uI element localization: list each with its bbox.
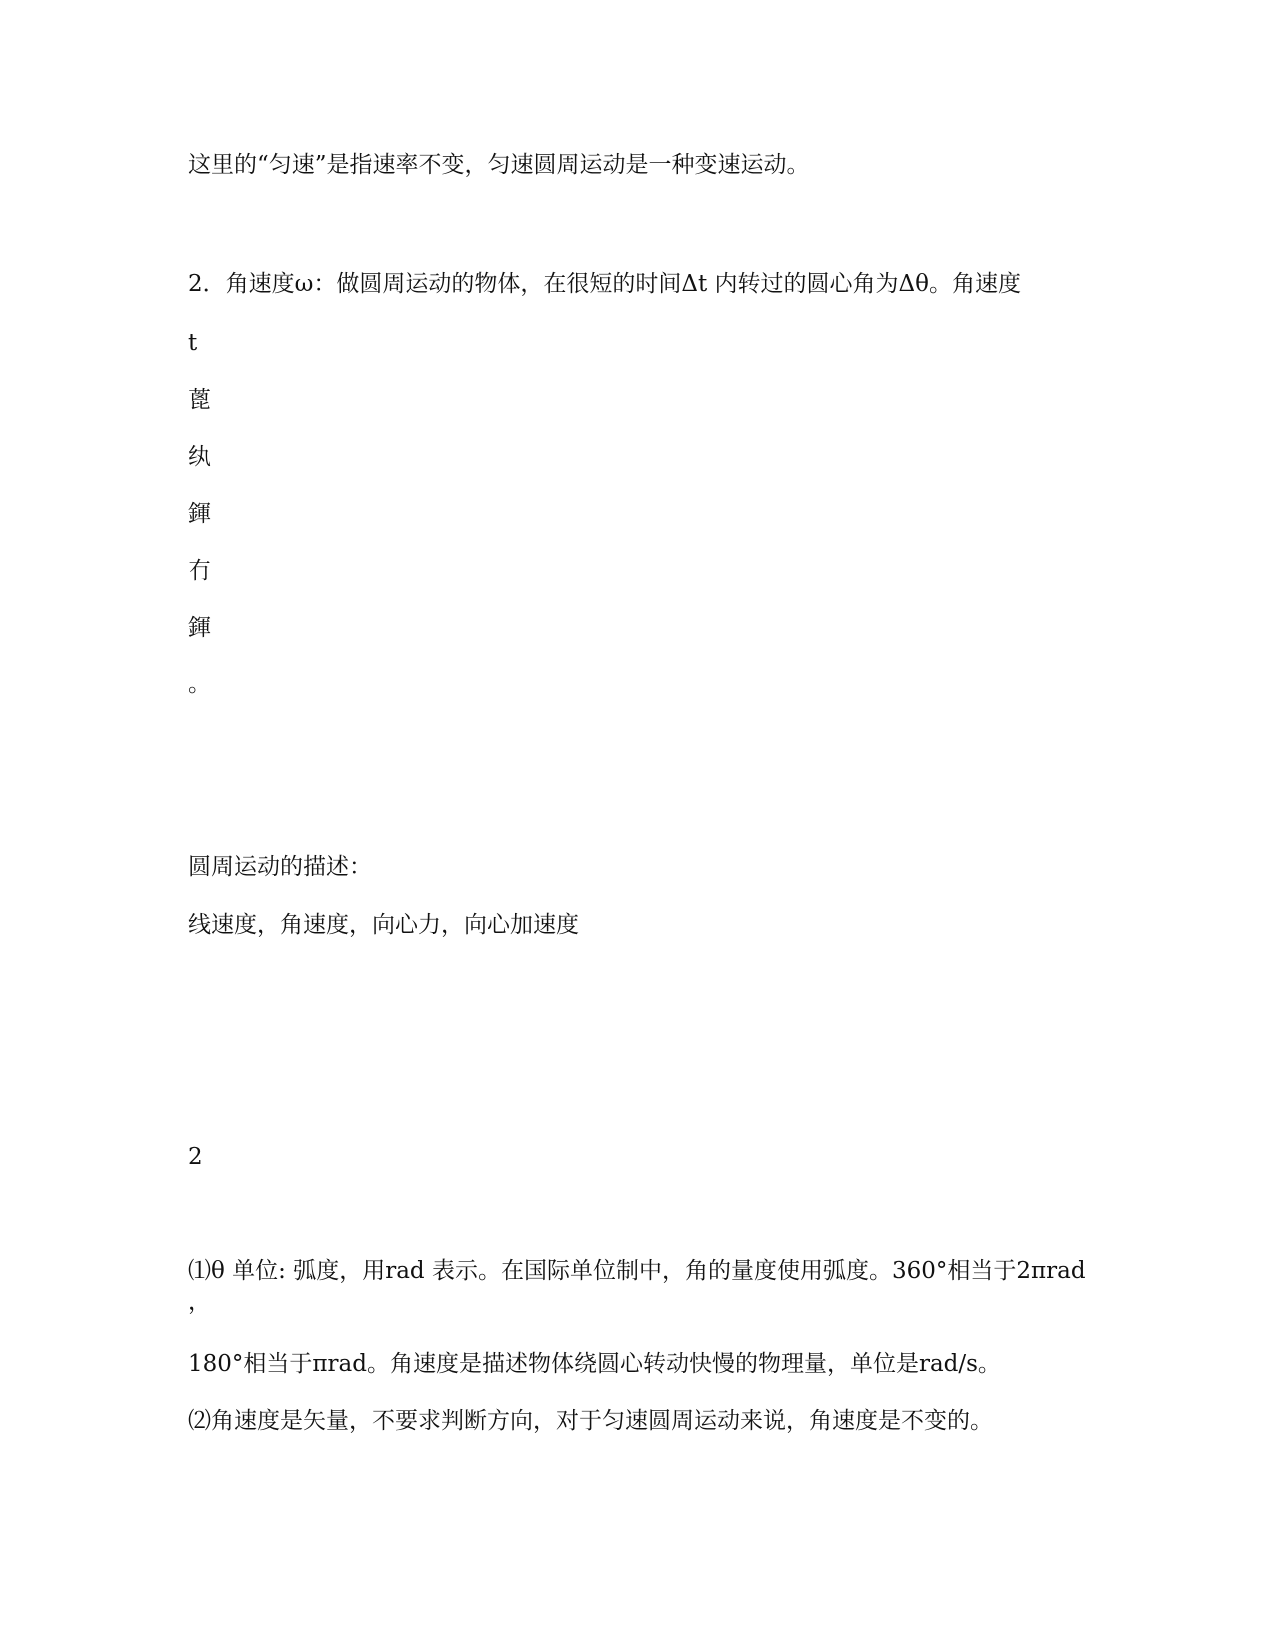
text-line-quantities: 线速度，角速度，向心力，向心加速度 [188,912,579,938]
text-fragment-comma: ， [188,1289,211,1315]
text-line-vector-note: ⑵角速度是矢量，不要求判断方向，对于匀速圆周运动来说，角速度是不变的。 [188,1408,993,1434]
text-fragment: 鍕 [188,615,211,641]
text-line-unit-radian: ⑴θ 单位: 弧度，用rad 表示。在国际单位制中，角的量度使用弧度。360°相当于2πrad [188,1258,1086,1284]
text-fragment: 蓖 [188,387,211,413]
text-line-180-degrees: 180°相当于πrad。角速度是描述物体绕圆心转动快慢的物理量，单位是rad/s。 [188,1351,1001,1377]
text-fragment-number: 2 [188,1144,203,1170]
text-fragment: 。 [188,671,211,697]
text-line-uniform-speed-note: 这里的“匀速”是指速率不变，匀速圆周运动是一种变速运动。 [188,152,810,178]
text-fragment: t [188,330,198,356]
text-fragment: 冇 [188,558,211,584]
text-fragment: 纨 [188,444,211,470]
section-heading: 圆周运动的描述： [188,854,372,880]
text-fragment: 鍕 [188,501,211,527]
text-line-angular-velocity-definition: 2．角速度ω：做圆周运动的物体，在很短的时间Δt 内转过的圆心角为Δθ。角速度 [188,271,1022,297]
